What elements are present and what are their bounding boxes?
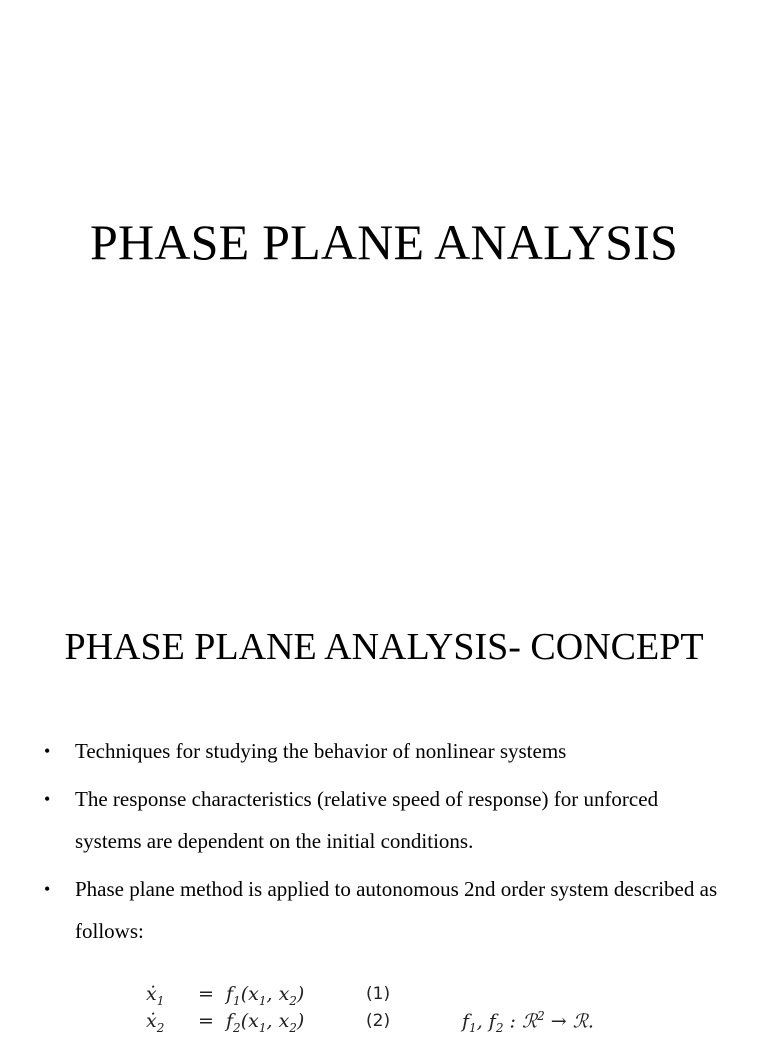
- slide-title: PHASE PLANE ANALYSIS: [90, 214, 678, 270]
- bullet-icon: •: [44, 741, 51, 761]
- bullet-item: [0, 778, 768, 862]
- state-equations: [0, 978, 768, 1038]
- bullet-icon: •: [44, 879, 51, 899]
- bullet-icon: •: [44, 789, 51, 809]
- bullet-text: Phase plane method is applied to autonomous 2nd order system described as follows:: [75, 877, 718, 943]
- equation-1: ẋ$_1$ = $f_1(x_1$, $x_2$): [146, 983, 305, 1008]
- function-domain-note: $f_1$, $f_2$ : ℛ$^2$ → ℛ.: [462, 1009, 594, 1036]
- bullet-item: [0, 730, 768, 772]
- bullet-item: [0, 868, 768, 952]
- equation-2: ẋ$_2$ = $f_2(x_1$, $x_2$): [146, 1010, 305, 1035]
- concept-slide-title: PHASE PLANE ANALYSIS- CONCEPT: [64, 626, 704, 668]
- bullet-text: The response characteristics (relative speed of response) for unforced systems are dependent on the initial conditions.: [75, 787, 659, 853]
- bullet-list: [0, 730, 768, 958]
- bullet-text: Techniques for studying the behavior of nonlinear systems: [75, 739, 567, 763]
- concept-slide: [0, 576, 768, 1036]
- equation-number-2: (2): [366, 1011, 391, 1031]
- equation-number-1: (1): [366, 984, 391, 1004]
